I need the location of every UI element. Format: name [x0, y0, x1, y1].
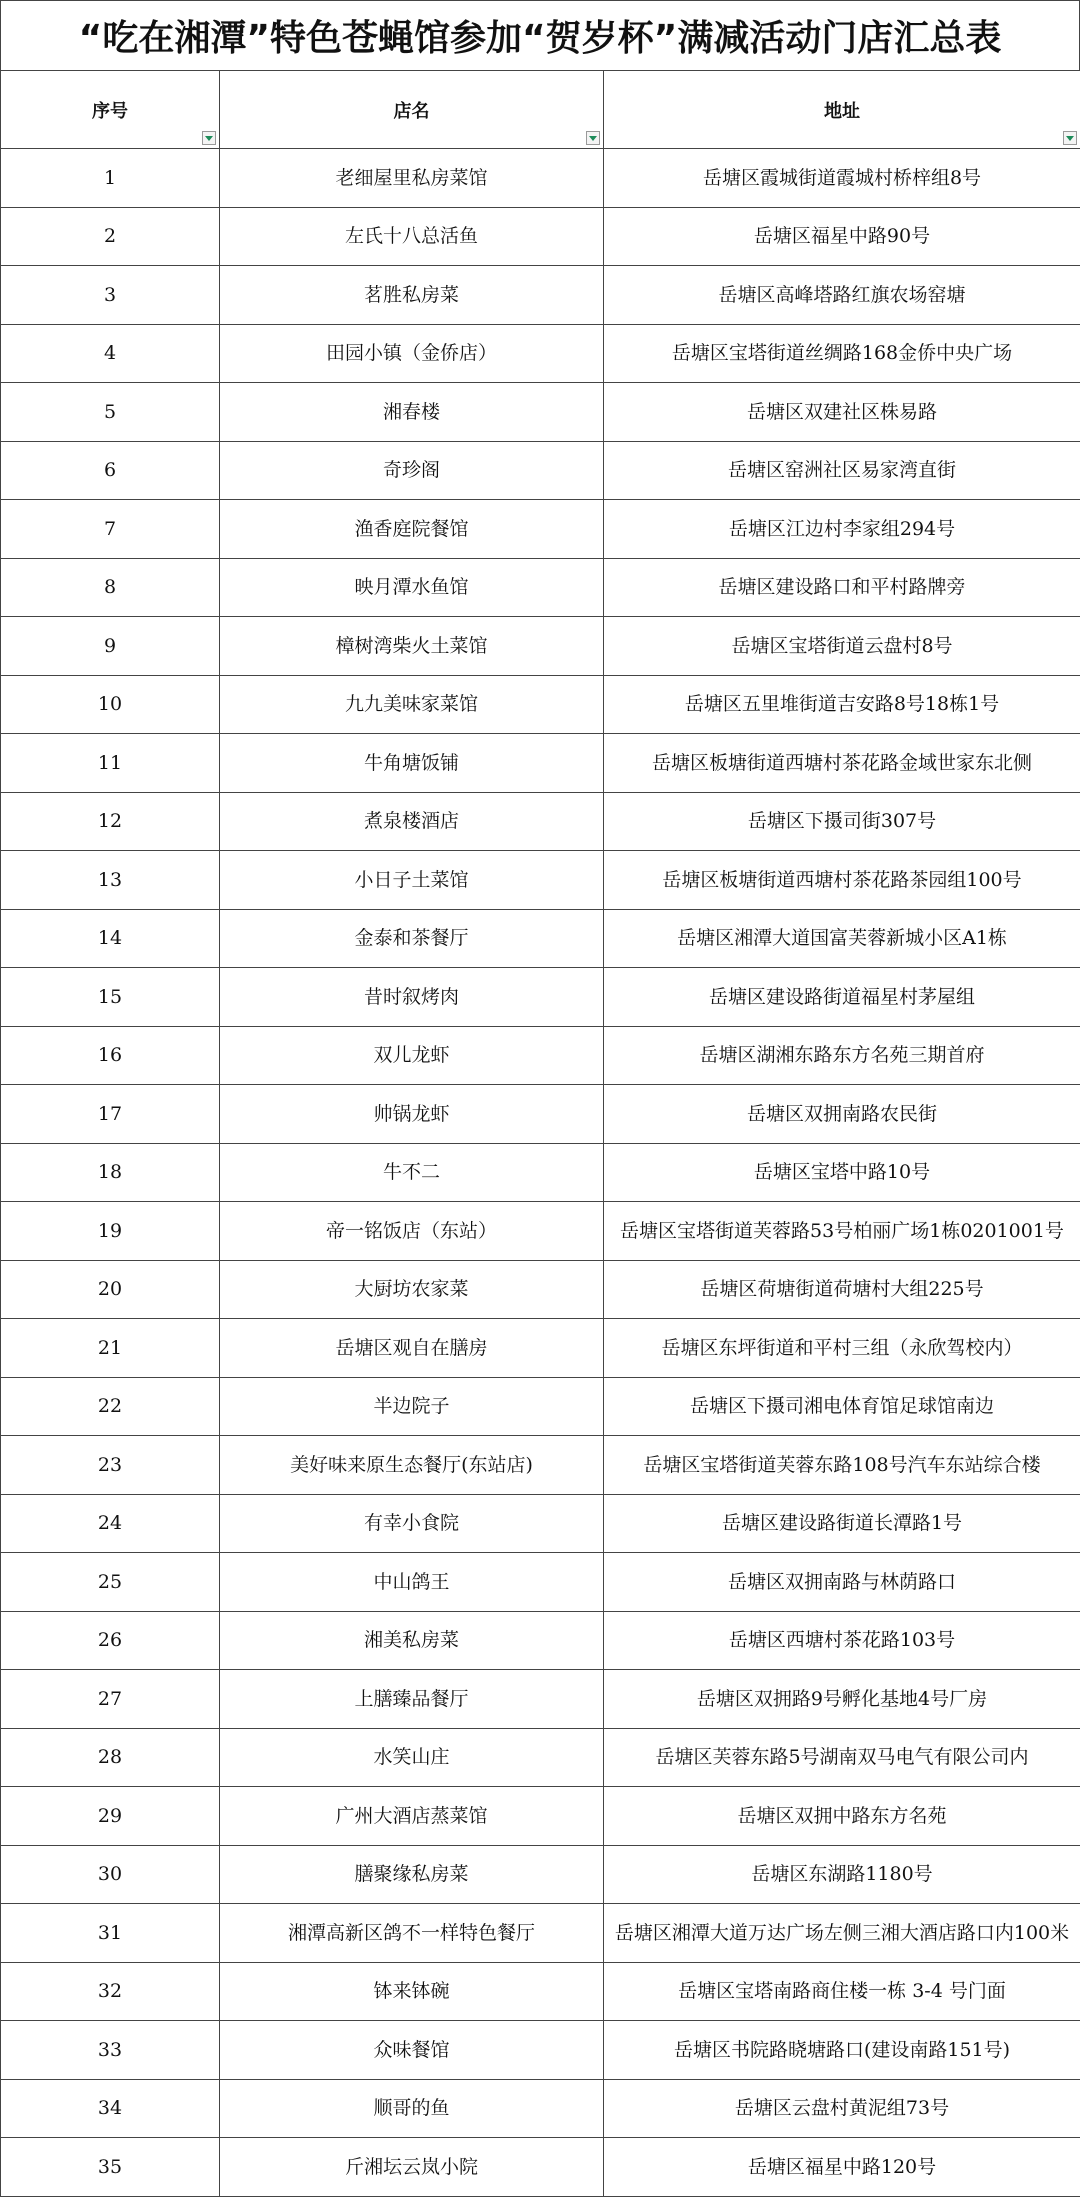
table-row: [1, 2021, 1080, 2080]
table-row: [1, 675, 1080, 734]
cell-address[interactable]: 岳塘区湘潭大道国富芙蓉新城小区A1栋: [604, 909, 1080, 968]
table-row: [1, 1611, 1080, 1670]
filter-arrow-icon: [1066, 136, 1074, 141]
cell-address[interactable]: 岳塘区双拥南路与林荫路口: [604, 1553, 1080, 1612]
column-header-no: [1, 71, 220, 149]
table-row: [1, 149, 1080, 208]
cell-no[interactable]: 11: [1, 734, 220, 793]
column-header-name: [220, 71, 604, 149]
cell-store-name[interactable]: 渔香庭院餐馆: [220, 500, 604, 559]
cell-no[interactable]: 3: [1, 266, 220, 325]
cell-store-name[interactable]: 牛不二: [220, 1143, 604, 1202]
cell-store-name[interactable]: 湘潭高新区鸽不一样特色餐厅: [220, 1904, 604, 1963]
cell-no[interactable]: 26: [1, 1611, 220, 1670]
cell-address[interactable]: 岳塘区芙蓉东路5号湖南双马电气有限公司内: [604, 1728, 1080, 1787]
cell-no[interactable]: 17: [1, 1085, 220, 1144]
cell-no[interactable]: 23: [1, 1436, 220, 1495]
cell-address[interactable]: 岳塘区双拥中路东方名苑: [604, 1787, 1080, 1846]
cell-no[interactable]: 30: [1, 1845, 220, 1904]
cell-address[interactable]: 岳塘区双建社区株易路: [604, 383, 1080, 442]
cell-address[interactable]: 岳塘区下摄司街307号: [604, 792, 1080, 851]
cell-no[interactable]: 10: [1, 675, 220, 734]
cell-store-name[interactable]: 奇珍阁: [220, 441, 604, 500]
cell-address[interactable]: 岳塘区福星中路120号: [604, 2138, 1080, 2197]
cell-no[interactable]: 12: [1, 792, 220, 851]
cell-no[interactable]: 31: [1, 1904, 220, 1963]
table-header: [1, 71, 1080, 149]
column-header-no-label: 序号: [92, 100, 128, 122]
cell-address[interactable]: 岳塘区江边村李家组294号: [604, 500, 1080, 559]
cell-no[interactable]: 32: [1, 1962, 220, 2021]
filter-dropdown-icon[interactable]: [202, 131, 216, 145]
cell-store-name[interactable]: 岳塘区观自在膳房: [220, 1319, 604, 1378]
cell-store-name[interactable]: 湘春楼: [220, 383, 604, 442]
cell-no[interactable]: 6: [1, 441, 220, 500]
cell-address[interactable]: 岳塘区云盘村黄泥组73号: [604, 2079, 1080, 2138]
table-row: [1, 2138, 1080, 2197]
table-row: [1, 1085, 1080, 1144]
cell-address[interactable]: 岳塘区双拥南路农民街: [604, 1085, 1080, 1144]
cell-no[interactable]: 13: [1, 851, 220, 910]
cell-store-name[interactable]: 九九美味家菜馆: [220, 675, 604, 734]
cell-no[interactable]: 14: [1, 909, 220, 968]
cell-store-name[interactable]: 半边院子: [220, 1377, 604, 1436]
cell-store-name[interactable]: 广州大酒店蒸菜馆: [220, 1787, 604, 1846]
table-row: [1, 2079, 1080, 2138]
table-row: [1, 1436, 1080, 1495]
filter-dropdown-icon[interactable]: [586, 131, 600, 145]
cell-no[interactable]: 22: [1, 1377, 220, 1436]
table-body: [1, 149, 1080, 2197]
table-row: [1, 441, 1080, 500]
cell-address[interactable]: 岳塘区宝塔街道丝绸路168金侨中央广场: [604, 324, 1080, 383]
title-bar: [0, 0, 1080, 70]
cell-store-name[interactable]: 水笑山庄: [220, 1728, 604, 1787]
cell-no[interactable]: 24: [1, 1494, 220, 1553]
cell-no[interactable]: 25: [1, 1553, 220, 1612]
cell-address[interactable]: 岳塘区福星中路90号: [604, 207, 1080, 266]
table-row: [1, 558, 1080, 617]
table-row: [1, 792, 1080, 851]
table-row: [1, 1728, 1080, 1787]
table-row: [1, 500, 1080, 559]
table-row: [1, 1319, 1080, 1378]
table-row: [1, 1202, 1080, 1261]
table-row: [1, 909, 1080, 968]
column-header-name-label: 店名: [393, 100, 430, 122]
table-row: [1, 266, 1080, 325]
cell-no[interactable]: 29: [1, 1787, 220, 1846]
cell-store-name[interactable]: 煮泉楼酒店: [220, 792, 604, 851]
table-row: [1, 1260, 1080, 1319]
cell-no[interactable]: 19: [1, 1202, 220, 1261]
table-row: [1, 1377, 1080, 1436]
cell-store-name[interactable]: 小日子土菜馆: [220, 851, 604, 910]
cell-store-name[interactable]: 有幸小食院: [220, 1494, 604, 1553]
cell-no[interactable]: 21: [1, 1319, 220, 1378]
cell-address[interactable]: 岳塘区建设路街道长潭路1号: [604, 1494, 1080, 1553]
cell-address[interactable]: 岳塘区下摄司湘电体育馆足球馆南边: [604, 1377, 1080, 1436]
cell-store-name[interactable]: 樟树湾柴火土菜馆: [220, 617, 604, 676]
cell-no[interactable]: 4: [1, 324, 220, 383]
cell-store-name[interactable]: 中山鸽王: [220, 1553, 604, 1612]
cell-store-name[interactable]: 牛角塘饭铺: [220, 734, 604, 793]
cell-store-name[interactable]: 金泰和茶餐厅: [220, 909, 604, 968]
cell-store-name[interactable]: 左氏十八总活鱼: [220, 207, 604, 266]
cell-store-name[interactable]: 斤湘坛云岚小院: [220, 2138, 604, 2197]
cell-address[interactable]: 岳塘区建设路口和平村路牌旁: [604, 558, 1080, 617]
table-row: [1, 1670, 1080, 1729]
cell-store-name[interactable]: 众味餐馆: [220, 2021, 604, 2080]
table-row: [1, 383, 1080, 442]
cell-store-name[interactable]: 帝一铭饭店（东站）: [220, 1202, 604, 1261]
cell-no[interactable]: 35: [1, 2138, 220, 2197]
filter-arrow-icon: [205, 136, 213, 141]
cell-store-name[interactable]: 映月潭水鱼馆: [220, 558, 604, 617]
cell-store-name[interactable]: 顺哥的鱼: [220, 2079, 604, 2138]
table-row: [1, 207, 1080, 266]
cell-no[interactable]: 20: [1, 1260, 220, 1319]
cell-no[interactable]: 7: [1, 500, 220, 559]
cell-address[interactable]: 岳塘区双拥路9号孵化基地4号厂房: [604, 1670, 1080, 1729]
cell-no[interactable]: 1: [1, 149, 220, 208]
table-row: [1, 324, 1080, 383]
table-row: [1, 1904, 1080, 1963]
cell-address[interactable]: 岳塘区霞城街道霞城村桥梓组8号: [604, 149, 1080, 208]
column-header-address: [604, 71, 1080, 149]
table-row: [1, 1143, 1080, 1202]
cell-store-name[interactable]: 老细屋里私房菜馆: [220, 149, 604, 208]
cell-no[interactable]: 18: [1, 1143, 220, 1202]
cell-address[interactable]: 岳塘区东湖路1180号: [604, 1845, 1080, 1904]
cell-store-name[interactable]: 上膳臻品餐厅: [220, 1670, 604, 1729]
cell-no[interactable]: 34: [1, 2079, 220, 2138]
table-row: [1, 1494, 1080, 1553]
filter-arrow-icon: [589, 136, 597, 141]
cell-no[interactable]: 9: [1, 617, 220, 676]
cell-store-name[interactable]: 双儿龙虾: [220, 1026, 604, 1085]
cell-address[interactable]: 岳塘区书院路晓塘路口(建设南路151号): [604, 2021, 1080, 2080]
cell-store-name[interactable]: 田园小镇（金侨店）: [220, 324, 604, 383]
cell-address[interactable]: 岳塘区板塘街道西塘村茶花路金域世家东北侧: [604, 734, 1080, 793]
cell-address[interactable]: 岳塘区宝塔中路10号: [604, 1143, 1080, 1202]
cell-address[interactable]: 岳塘区建设路街道福星村茅屋组: [604, 968, 1080, 1027]
cell-store-name[interactable]: 膳聚缘私房菜: [220, 1845, 604, 1904]
cell-store-name[interactable]: 钵来钵碗: [220, 1962, 604, 2021]
cell-address[interactable]: 岳塘区西塘村茶花路103号: [604, 1611, 1080, 1670]
cell-store-name[interactable]: 昔时叙烤肉: [220, 968, 604, 1027]
cell-address[interactable]: 岳塘区宝塔街道芙蓉东路108号汽车东站综合楼: [604, 1436, 1080, 1495]
page-title: “吃在湘潭”特色苍蝇馆参加“贺岁杯”满减活动门店汇总表: [78, 18, 1002, 59]
table-row: [1, 1026, 1080, 1085]
cell-address[interactable]: 岳塘区湖湘东路东方名苑三期首府: [604, 1026, 1080, 1085]
cell-address[interactable]: 岳塘区五里堆街道吉安路8号18栋1号: [604, 675, 1080, 734]
table-row: [1, 1845, 1080, 1904]
cell-address[interactable]: 岳塘区宝塔南路商住楼一栋 3-4 号门面: [604, 1962, 1080, 2021]
table-row: [1, 851, 1080, 910]
table-row: [1, 617, 1080, 676]
store-table: [0, 70, 1080, 2197]
filter-dropdown-icon[interactable]: [1063, 131, 1077, 145]
cell-address[interactable]: 岳塘区东坪街道和平村三组（永欣驾校内）: [604, 1319, 1080, 1378]
cell-no[interactable]: 5: [1, 383, 220, 442]
cell-address[interactable]: 岳塘区湘潭大道万达广场左侧三湘大酒店路口内100米: [604, 1904, 1080, 1963]
table-row: [1, 1787, 1080, 1846]
cell-address[interactable]: 岳塘区窑洲社区易家湾直街: [604, 441, 1080, 500]
cell-no[interactable]: 15: [1, 968, 220, 1027]
header-row: [1, 71, 1080, 149]
cell-store-name[interactable]: 湘美私房菜: [220, 1611, 604, 1670]
table-row: [1, 968, 1080, 1027]
cell-no[interactable]: 27: [1, 1670, 220, 1729]
cell-store-name[interactable]: 美好味来原生态餐厅(东站店): [220, 1436, 604, 1495]
cell-store-name[interactable]: 帅锅龙虾: [220, 1085, 604, 1144]
cell-store-name[interactable]: 大厨坊农家菜: [220, 1260, 604, 1319]
cell-address[interactable]: 岳塘区荷塘街道荷塘村大组225号: [604, 1260, 1080, 1319]
cell-address[interactable]: 岳塘区宝塔街道云盘村8号: [604, 617, 1080, 676]
table-row: [1, 1962, 1080, 2021]
cell-address[interactable]: 岳塘区高峰塔路红旗农场窑塘: [604, 266, 1080, 325]
table-row: [1, 1553, 1080, 1612]
cell-no[interactable]: 16: [1, 1026, 220, 1085]
cell-no[interactable]: 8: [1, 558, 220, 617]
cell-address[interactable]: 岳塘区宝塔街道芙蓉路53号柏丽广场1栋0201001号: [604, 1202, 1080, 1261]
cell-no[interactable]: 2: [1, 207, 220, 266]
column-header-address-label: 地址: [824, 100, 860, 122]
cell-no[interactable]: 28: [1, 1728, 220, 1787]
cell-no[interactable]: 33: [1, 2021, 220, 2080]
table-row: [1, 734, 1080, 793]
cell-store-name[interactable]: 茗胜私房菜: [220, 266, 604, 325]
cell-address[interactable]: 岳塘区板塘街道西塘村茶花路茶园组100号: [604, 851, 1080, 910]
